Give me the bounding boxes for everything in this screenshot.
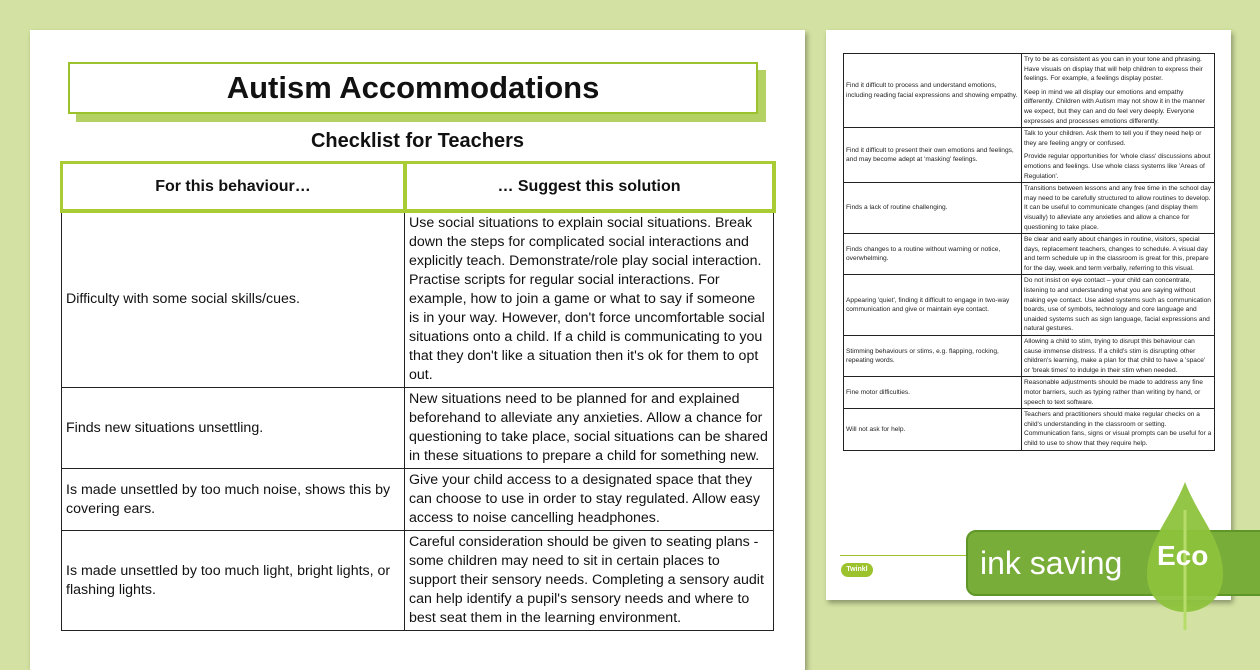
solution-cell: Be clear and early about changes in routine, visitors, special days, replacement teachers, changes to schedule. A visual day and term schedule up in the classroom is great for this, prepare for the day, week and term verbally, referring to this visual. — [1022, 234, 1215, 275]
table-row — [844, 183, 1215, 234]
behaviour-cell: Is made unsettled by too much noise, shows this by covering ears. — [62, 469, 405, 531]
worksheet-page-1 — [30, 30, 805, 670]
table-row — [62, 531, 774, 631]
behaviour-cell: Find it difficult to present their own emotions and feelings, and may become adept at 'masking' feelings. — [844, 128, 1022, 183]
behaviour-cell: Finds new situations unsettling. — [62, 388, 405, 469]
behaviour-cell: Stimming behaviours or stims, e.g. flapping, rocking, repeating words. — [844, 336, 1022, 377]
behaviour-cell: Find it difficult to process and understand emotions, including reading facial expressions and showing empathy. — [844, 54, 1022, 128]
behaviour-cell: Finds changes to a routine without warning or notice, overwhelming. — [844, 234, 1022, 275]
solution-cell: Allowing a child to stim, trying to disrupt this behaviour can cause immense distress. If a child's stim is disrupting other children's learning, make a plan for that child to have a 'space' or 'break times' to indulge in their stim when needed. — [1022, 336, 1215, 377]
solution-cell: New situations need to be planned for and explained beforehand to alleviate any anxieties. Allow a chance for questioning to take place, social situations can be shared in these situations to prepare a child for something new. — [405, 388, 774, 469]
behaviour-cell: Appearing 'quiet', finding it difficult to engage in two-way communication and give or maintain eye contact. — [844, 275, 1022, 336]
solution-cell: Teachers and practitioners should make regular checks on a child's understanding in the classroom or setting. Communication fans, signs or visual prompts can be useful for a child to use to show that they require help. — [1022, 409, 1215, 450]
table-row — [844, 234, 1215, 275]
solution-paragraph: Keep in mind we all display our emotions and empathy differently. Children with Autism may not show it in the manner we expect, but they can and do feel very deeply. Everyone expresses and processes emotions differently. — [1024, 88, 1206, 125]
table-row — [844, 54, 1215, 128]
table-row — [844, 409, 1215, 450]
solution-cell: Reasonable adjustments should be made to address any fine motor barriers, such as typing rather than writing by hand, or speech to text software. — [1022, 377, 1215, 409]
solution-paragraph: Provide regular opportunities for 'whole class' discussions about emotions and feelings. Use whole class systems like 'Areas of Regulation'. — [1024, 153, 1211, 180]
table-row — [62, 469, 774, 531]
behaviour-cell: Difficulty with some social skills/cues. — [62, 211, 405, 388]
table-row — [844, 275, 1215, 336]
solution-cell — [1022, 54, 1215, 128]
table-header-row — [62, 163, 774, 211]
behaviour-cell: Fine motor difficulties. — [844, 377, 1022, 409]
twinkl-logo: Twinkl — [841, 563, 873, 577]
page-title: Autism Accommodations — [68, 62, 758, 114]
table-row — [844, 377, 1215, 409]
header-behaviour: For this behaviour… — [62, 163, 405, 211]
checklist-table-continued — [843, 53, 1215, 451]
solution-cell: Transitions between lessons and any free time in the school day may need to be carefully structured to allow routines to develop. It can be useful to communicate changes (and display them visually) to alleviate any anxieties and allow a chance for questioning to take place. — [1022, 183, 1215, 234]
page-subtitle: Checklist for Teachers — [310, 130, 525, 152]
badge-label: ink saving — [980, 545, 1123, 581]
table-row — [844, 336, 1215, 377]
behaviour-cell: Finds a lack of routine challenging. — [844, 183, 1022, 234]
table-row — [844, 128, 1215, 183]
eco-label: Eco — [1157, 540, 1209, 571]
solution-cell: Careful consideration should be given to seating plans - some children may need to sit in certain places to support their sensory needs. Completing a sensory audit can help identify a pupil's sensory needs and where to best seat them in the learning environment. — [405, 531, 774, 631]
solution-cell: Give your child access to a designated space that they can choose to use in order to stay regulated. Allow easy access to noise cancelling headphones. — [405, 469, 774, 531]
behaviour-cell: Is made unsettled by too much light, bright lights, or flashing lights. — [62, 531, 405, 631]
header-solution: … Suggest this solution — [405, 163, 774, 211]
checklist-table — [60, 161, 775, 631]
solution-paragraph: Talk to your children. Ask them to tell you if they need help or they are feeling angry or confused. — [1024, 130, 1202, 147]
behaviour-cell: Will not ask for help. — [844, 409, 1022, 450]
solution-cell: Use social situations to explain social situations. Break down the steps for complicated social interactions and explicitly teach. Demonstrate/role play social interaction. Practise scripts for regular social interactions. For example, how to join a game or what to say if someone is in your way. However, don't force uncomfortable social situations onto a child. If a child is communicating to you that they don't like a situation then it's ok for them to opt out. — [405, 211, 774, 388]
solution-cell: Do not insist on eye contact – your child can concentrate, listening to and understanding what you are saying without making eye contact. Use aided systems such as communication boards, use of symbols, technology and core language and unaided systems such as sign language, facial expressions and natural gestures. — [1022, 275, 1215, 336]
solution-cell — [1022, 128, 1215, 183]
table-row — [62, 388, 774, 469]
table-row — [62, 211, 774, 388]
footer-divider — [840, 555, 970, 556]
solution-paragraph: Try to be as consistent as you can in your tone and phrasing. Have visuals on display that will help children to express their feelings. For example, a feelings display poster. — [1024, 56, 1203, 83]
